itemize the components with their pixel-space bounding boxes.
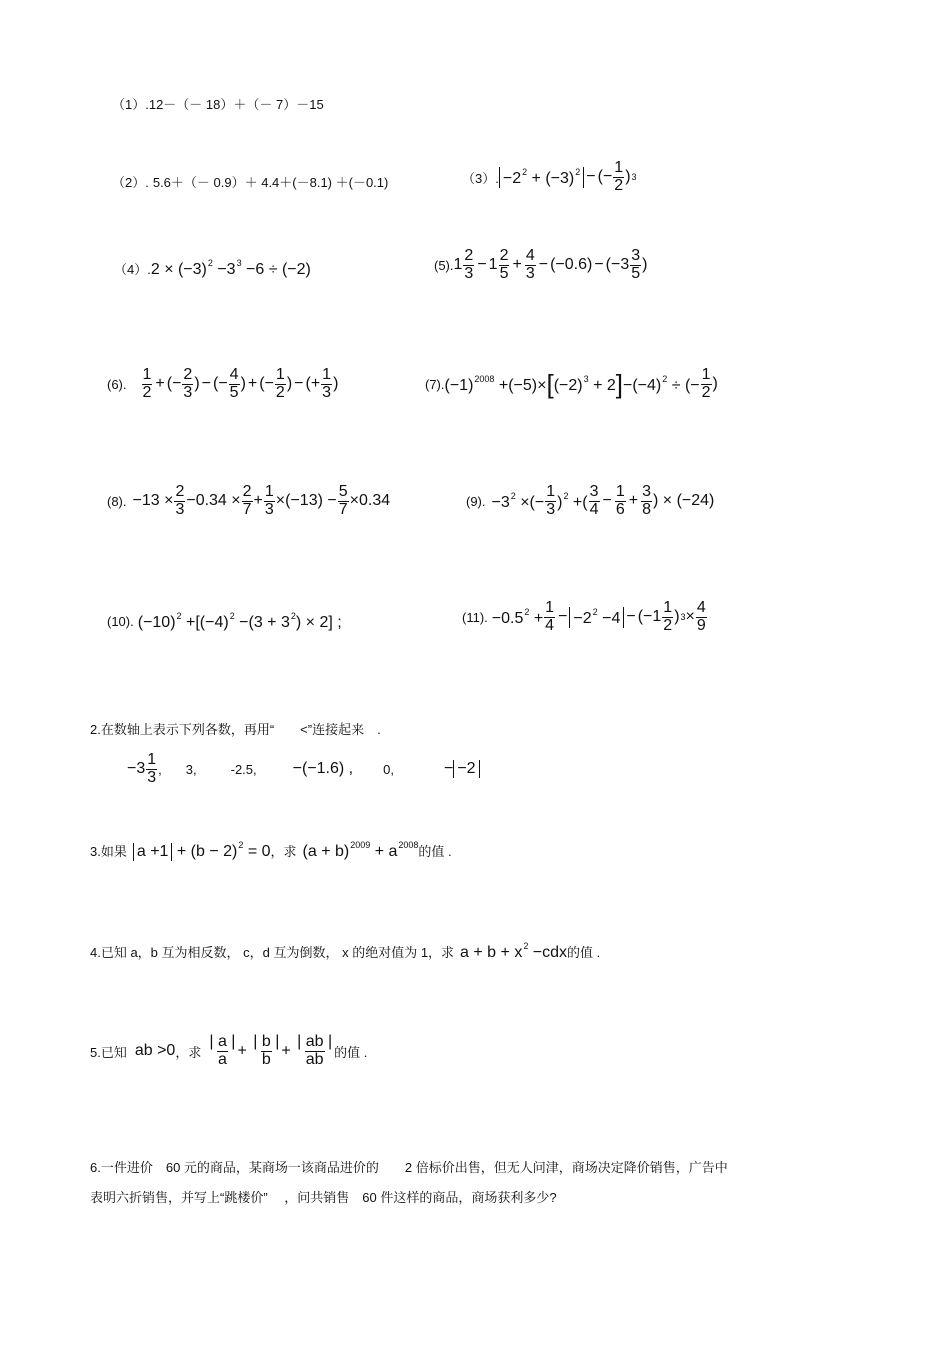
problem-7: (7). $(-1)^{2008} +(-5)\times$ [ $(-2)^3 + 2$ ] $-(-4)^2$ ÷ (− $\frac{1}{2}$ ) [425, 366, 718, 401]
abs-bracket: $-2^2 + (-3)^2$ [499, 167, 584, 188]
question-5: 5.已知 ab >0 ，求 $\frac{| a |}{a}$ + $\frac{| b |}{b}$ + $\frac{| ab |}{ab}$ 的值 . [90, 1033, 368, 1068]
question-6-line-1: 6.一件进价 60 元的商品，某商场一该商品进价的 2 倍标价出售，但无人问津，商场决定降价销售，广告中 [90, 1160, 728, 1175]
problem-9: (9). $-3^2$ ×(− $\frac{1}{3}$ )$^2$ +( $\frac{3}{4}$ − $\frac{1}{6}$ + $\frac{3}{8}$ ) × (−24) [466, 483, 715, 518]
problem-2-expr: 5.6＋（－ 0.9）＋ 4.4＋(－8.1) ＋(－0.1) [152, 175, 389, 190]
problem-1 [112, 94, 324, 113]
problem-4: （4）. $2 \times (-3)^2 -3^3 -6 \div (-2)$ [114, 258, 311, 278]
question-3: 3.如果 $a +1 + (b - 2)^2 = 0$ ，求 $(a + b)^{2009} + a^{2008}$ 的值 . [90, 840, 452, 860]
problem-2 [112, 172, 388, 191]
problem-10-label: (10). [107, 614, 134, 629]
problem-5: (5). 1 $\frac{2}{3}$ − 1 $\frac{2}{5}$ + $\frac{4}{3}$ − (−0.6) − (− 3 $\frac{3}{5}$ ) [434, 247, 648, 282]
problem-2-label: （2）. [112, 175, 149, 190]
problem-3: （3）. $-2^2 + (-3)^2$ − (− $\frac{1}{2}$ ) 3 [462, 159, 637, 194]
question-2-text: 2.在数轴上表示下列各数，再用“ <”连接起来 . [90, 722, 381, 737]
problem-8-label: (8). [107, 493, 127, 509]
problem-6-label: (6). [107, 376, 127, 392]
problem-10: (10). $(-10)^2 +[(-4)^2 -(3 + 3^2) \times 2]$ ; [107, 611, 342, 631]
problem-11-label: (11). [462, 609, 488, 625]
question-2 [90, 719, 381, 738]
question-4: 4.已知 a，b 互为相反数， c，d 互为倒数， x 的绝对值为 1，求 $a + b + x^2 -cdx$ 的值 . [90, 941, 601, 961]
question-6-line-2: 表明六折销售，并写上“跳楼价” ，问共销售 60 件这样的商品，商场获利多少? [90, 1190, 557, 1205]
problem-5-label: (5). [434, 257, 454, 273]
fraction: $\frac{1}{2}$ [614, 159, 624, 194]
problem-8: (8). −13 × $\frac{2}{3}$ −0.34 × $\frac{2}{7}$ + $\frac{1}{3}$ ×(−13) − $\frac{5}{7}$ ×0.34 [107, 483, 391, 518]
number-list: −3 $\frac{1}{3}$ , 3, -2.5, −(−1.6) , 0, − −2 [127, 752, 480, 787]
problem-4-label: （4）. [114, 262, 151, 277]
problem-9-label: (9). [466, 493, 486, 509]
problem-1-text: （1）.12－（－ 18）＋（－ 7）－15 [112, 97, 324, 112]
problem-6: (6). $\frac{1}{2}$ + (− $\frac{2}{3}$ ) − (− $\frac{4}{5}$ ) + (− $\frac{1}{2}$ ) − (+ $\frac{1}{3}$ ) [107, 366, 339, 401]
problem-7-label: (7). [425, 376, 445, 392]
problem-11: (11). $-0.5^2$ + $\frac{1}{4}$ − $-2^2 -4$ − (− 1 $\frac{1}{2}$ ) 3 × $\frac{4}{9}$ [462, 599, 706, 634]
problem-3-label: （3）. [462, 170, 499, 186]
